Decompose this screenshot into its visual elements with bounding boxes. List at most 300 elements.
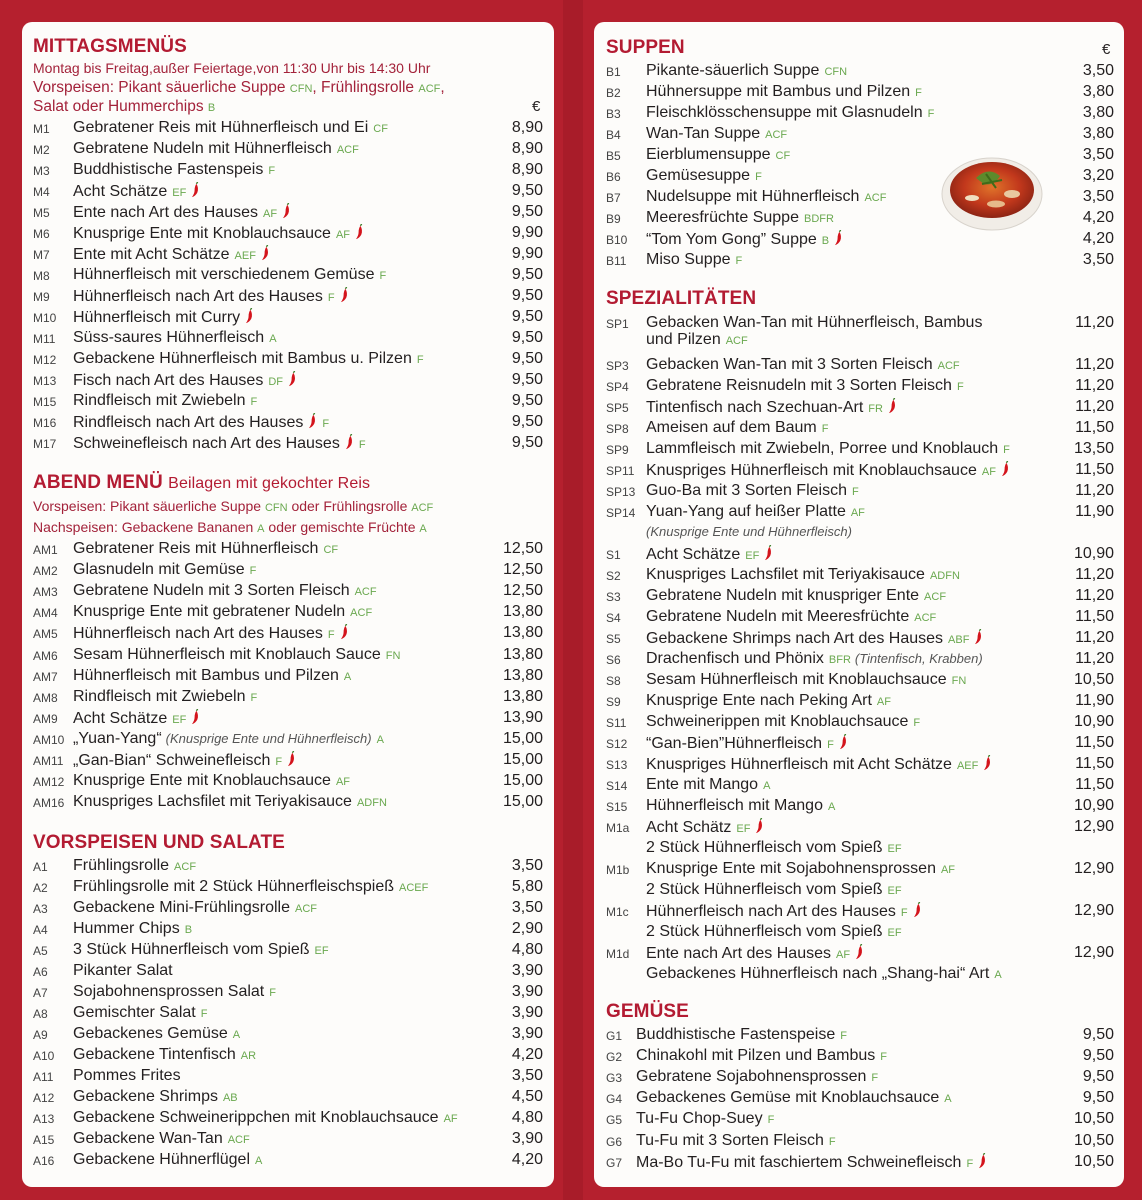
item-price: 11,20 <box>1075 482 1114 499</box>
item-code: SP14 <box>606 506 636 520</box>
allergen-code: BDFR <box>803 213 834 225</box>
menu-item-row <box>33 1003 543 1024</box>
item-code: M1b <box>606 863 630 877</box>
item-code: M4 <box>33 185 50 199</box>
item-name: Gebackene Hühnerfleisch mit Bambus u. Pilzen <box>73 350 412 367</box>
menu-item-row <box>606 250 1114 271</box>
item-price: 13,80 <box>502 603 543 621</box>
item-price: 3,50 <box>1082 146 1114 163</box>
allergen-code: EF <box>314 945 329 957</box>
item-name: Sesam Hühnerfleisch mit Knoblauchsauce <box>646 671 947 688</box>
menu-item-row <box>606 460 1114 481</box>
menu-item-row <box>33 645 543 666</box>
item-name: „Yuan-Yang“ <box>73 729 162 747</box>
item-name: Gebackene Wan-Tan <box>73 1130 223 1147</box>
item-code: AM5 <box>33 627 58 642</box>
menu-item-row <box>33 666 543 687</box>
menu-item-row <box>33 265 543 286</box>
item-code: B1 <box>606 65 621 79</box>
allergen-code: A <box>944 1093 952 1106</box>
item-name-line <box>73 1004 207 1022</box>
menu-item-row <box>606 1046 1114 1067</box>
menu-item-row <box>606 1088 1114 1109</box>
item-price: 12,90 <box>1073 902 1114 919</box>
allergen-code: F <box>755 171 762 183</box>
item-name: Glasnudeln mit Gemüse <box>73 561 245 579</box>
chili-icon <box>974 629 983 645</box>
item-name: Acht Schätze <box>646 546 741 563</box>
allergen-code: DF <box>268 376 283 388</box>
item-name-line <box>73 245 270 264</box>
allergen-code: ACF <box>294 903 317 915</box>
item-name-line <box>646 167 762 185</box>
item-name: 3 Stück Hühnerfleisch vom Spieß <box>73 941 310 958</box>
item-name-line <box>646 776 770 794</box>
allergen-code: F <box>966 1157 974 1170</box>
item-code: A8 <box>33 1007 48 1021</box>
item-price: 9,50 <box>511 350 543 367</box>
currency-symbol: € <box>532 98 541 115</box>
item-code: SP5 <box>606 401 629 415</box>
menu-item-row <box>606 817 1114 838</box>
menu-item-row <box>33 244 543 265</box>
currency-symbol: € <box>1102 41 1111 58</box>
item-price: 3,80 <box>1082 125 1114 142</box>
item-price: 9,50 <box>1082 1068 1114 1086</box>
allergen-code: ABF <box>948 634 970 646</box>
item-name-line <box>646 440 1010 458</box>
allergen-code: AEF <box>234 250 256 262</box>
item-name: Gebackene Shrimps <box>73 1088 218 1105</box>
item-name: Ma-Bo Tu-Fu mit faschiertem Schweinefleisch <box>636 1153 962 1171</box>
menu-item-row <box>33 349 543 370</box>
item-name-line <box>73 1046 256 1064</box>
item-extra-line <box>646 839 902 857</box>
mittagsmenue-hours: Montag bis Freitag,außer Feiertage,von 11:30 Uhr bis 14:30 Uhr <box>33 60 431 76</box>
item-price: 10,50 <box>1073 1152 1114 1170</box>
allergen-code: F <box>322 418 330 430</box>
item-name-line <box>73 161 275 179</box>
menu-item-row <box>606 670 1114 691</box>
item-code: AM7 <box>33 669 58 684</box>
item-name-line <box>646 125 787 143</box>
allergen-code: ACF <box>418 83 441 95</box>
item-code: A1 <box>33 860 48 874</box>
chili-icon <box>340 287 349 303</box>
menu-item-row <box>606 166 1114 187</box>
item-name-line <box>73 287 349 306</box>
item-name: Gebratene Nudeln mit 3 Sorten Fleisch <box>73 582 350 600</box>
allergen-code: B <box>184 924 193 936</box>
item-name: Wan-Tan Suppe <box>646 125 761 142</box>
allergen-code: ACEF <box>399 882 429 894</box>
allergen-code: A <box>257 523 265 535</box>
item-code: AM6 <box>33 648 58 663</box>
menu-fold <box>563 0 583 1200</box>
item-code: S3 <box>606 590 621 604</box>
chili-icon <box>1001 461 1010 477</box>
item-name-line <box>636 1132 836 1150</box>
item-name: Tu-Fu mit 3 Sorten Fleisch <box>636 1131 824 1149</box>
item-code: B6 <box>606 170 621 184</box>
item-name-line <box>73 751 296 770</box>
item-price: 11,50 <box>1075 776 1114 793</box>
item-price: 12,90 <box>1073 944 1114 961</box>
item-price: 9,50 <box>511 371 543 388</box>
menu-item-row <box>33 856 543 877</box>
allergen-code: F <box>249 565 257 578</box>
item-name-line <box>646 482 859 500</box>
allergen-code: F <box>327 629 335 642</box>
allergen-code: F <box>379 270 387 282</box>
item-code: M12 <box>33 353 57 367</box>
allergen-code: F <box>735 255 743 267</box>
dessert-text: oder gemischte Früchte <box>268 519 416 535</box>
item-name-line <box>73 793 387 811</box>
item-extra-line <box>646 965 1002 983</box>
allergen-code: F <box>767 1114 775 1127</box>
item-note: (Tintenfisch, Krabben) <box>854 651 983 666</box>
item-price: 3,20 <box>1082 167 1114 184</box>
item-name-line <box>73 983 276 1001</box>
item-price: 11,20 <box>1075 314 1114 331</box>
item-name: Sojabohnensprossen Salat <box>73 983 265 1000</box>
item-name-line <box>636 1026 847 1044</box>
item-code: S14 <box>606 779 628 793</box>
menu-item-row <box>606 1067 1114 1088</box>
allergen-code: ACF <box>336 144 359 156</box>
item-name-line <box>646 377 964 395</box>
item-code: A4 <box>33 923 48 937</box>
item-price: 9,50 <box>511 413 543 430</box>
spezialitaeten-heading: SPEZIALITÄTEN <box>606 288 757 309</box>
item-price: 11,90 <box>1075 503 1114 520</box>
item-name: Gebacken Wan-Tan mit 3 Sorten Fleisch <box>646 356 933 373</box>
item-price: 11,20 <box>1075 587 1114 604</box>
item-name: Tintenfisch nach Szechuan-Art <box>646 399 864 416</box>
item-name: Gebackenes Gemüse mit Knoblauchsauce <box>636 1089 940 1107</box>
item-code: SP4 <box>606 380 629 394</box>
menu-item-row <box>606 355 1114 376</box>
allergen-code: ACF <box>725 335 748 347</box>
chili-icon <box>282 203 291 219</box>
item-name: Hühnerfleisch nach Art des Hauses <box>73 288 323 305</box>
item-name-line <box>73 941 329 959</box>
item-code: SP11 <box>606 464 635 478</box>
item-price: 9,50 <box>511 392 543 409</box>
item-code: M1c <box>606 905 629 919</box>
item-price: 11,90 <box>1075 692 1114 709</box>
abendmenue-starters <box>33 498 433 514</box>
item-name-line <box>73 1109 458 1127</box>
menu-item-row <box>606 124 1114 145</box>
item-name-line <box>73 203 291 222</box>
menu-item-row <box>33 118 543 139</box>
item-name: Frühlingsrolle mit 2 Stück Hühnerfleischspieß <box>73 878 395 895</box>
menu-item-row <box>606 691 1114 712</box>
item-name: Acht Schätze <box>73 183 168 200</box>
item-price: 4,20 <box>511 1151 543 1168</box>
item-name-line <box>636 1068 878 1086</box>
allergen-code: AEF <box>956 760 979 772</box>
chili-icon <box>191 182 200 198</box>
allergen-code: EF <box>172 187 187 199</box>
item-code: M16 <box>33 416 57 430</box>
item-name: Schweinerippen mit Knoblauchsauce <box>646 713 909 730</box>
item-name-line <box>73 371 297 390</box>
starter-text: oder Frühlingsrolle <box>291 498 408 514</box>
item-code: M6 <box>33 227 50 241</box>
allergen-code: F <box>880 1051 887 1064</box>
item-name-line <box>73 603 372 621</box>
item-code: G5 <box>606 1113 623 1128</box>
allergen-code: B <box>821 235 830 247</box>
item-name: Gebackene Schweinerippchen mit Knoblauchsauce <box>73 1109 439 1126</box>
allergen-code: A <box>255 1155 263 1167</box>
allergen-code: EF <box>172 713 187 726</box>
item-name: Fisch nach Art des Hauses <box>73 372 264 389</box>
menu-item-row <box>606 208 1114 229</box>
mittagsmenue-heading: MITTAGSMENÜS <box>33 36 187 57</box>
allergen-code: AF <box>981 466 996 478</box>
allergen-code: F <box>416 354 424 366</box>
item-price: 3,50 <box>1082 251 1114 268</box>
allergen-code: ACF <box>924 591 947 603</box>
allergen-code: EF <box>887 927 902 939</box>
chili-icon <box>340 624 349 640</box>
allergen-code: CFN <box>264 502 288 514</box>
allergen-code: EF <box>745 550 760 562</box>
allergen-code: A <box>232 1029 241 1041</box>
item-name: Rindfleisch nach Art des Hauses <box>73 414 304 431</box>
item-price: 4,50 <box>511 1088 543 1105</box>
allergen-code: AR <box>240 1050 257 1062</box>
allergen-code: A <box>269 333 277 345</box>
item-price: 9,50 <box>511 182 543 199</box>
item-code: G1 <box>606 1029 623 1043</box>
allergen-code: F <box>250 396 258 408</box>
allergen-code: CFN <box>824 66 848 78</box>
item-price: 9,50 <box>511 287 543 304</box>
item-name-line <box>73 772 350 790</box>
item-price: 11,20 <box>1075 650 1114 667</box>
menu-item-row <box>33 433 543 454</box>
item-name-line <box>646 734 848 753</box>
allergen-code: FR <box>868 403 883 415</box>
item-name: Gebackene Tintenfisch <box>73 1046 236 1063</box>
item-name-line <box>73 182 200 201</box>
item-name-line <box>646 83 922 101</box>
item-price: 13,80 <box>502 624 543 642</box>
item-name: Hühnerfleisch mit verschiedenem Gemüse <box>73 266 375 283</box>
allergen-code: ACF <box>864 192 887 204</box>
item-name-line <box>646 356 960 374</box>
item-name: Gebackene Shrimps nach Art des Hauses <box>646 630 944 647</box>
item-price: 3,50 <box>1082 188 1114 205</box>
allergen-code: ACF <box>411 502 434 514</box>
item-name-line <box>73 646 400 664</box>
item-name-line <box>646 188 886 206</box>
item-code: SP8 <box>606 422 629 436</box>
menu-item-row <box>606 82 1114 103</box>
menu-item-row <box>33 412 543 433</box>
item-code: M9 <box>33 290 50 304</box>
item-name: Ente nach Art des Hauses <box>646 945 831 962</box>
item-name: Miso Suppe <box>646 251 731 268</box>
menu-item-row <box>33 286 543 307</box>
menu-item-row <box>606 775 1114 796</box>
item-price: 12,50 <box>502 561 543 579</box>
item-price: 4,80 <box>511 941 543 958</box>
item-code: AM4 <box>33 606 58 621</box>
menu-item-row <box>33 370 543 391</box>
menu-item-row <box>606 544 1114 565</box>
menu-item-row <box>606 943 1114 964</box>
allergen-code: F <box>827 739 834 751</box>
item-price: 9,50 <box>511 266 543 283</box>
item-code: M2 <box>33 143 50 157</box>
allergen-code: F <box>327 292 335 304</box>
item-price: 9,50 <box>511 329 543 346</box>
allergen-code: CF <box>323 544 339 556</box>
item-name: Knuspriges Lachsfilet mit Teriyakisauce <box>646 566 925 583</box>
allergen-code: CF <box>373 123 388 135</box>
item-name-line <box>73 540 338 558</box>
menu-item-row <box>33 560 543 581</box>
item-name-line <box>73 920 192 938</box>
allergen-code: AF <box>850 507 865 519</box>
item-extra: 2 Stück Hühnerfleisch vom Spieß <box>646 881 883 898</box>
item-price: 3,80 <box>1082 104 1114 121</box>
chili-icon <box>287 751 296 767</box>
chili-icon <box>308 413 317 429</box>
allergen-code: A <box>376 733 384 746</box>
item-name-line <box>73 582 377 600</box>
item-name: “Tom Yom Gong” Suppe <box>646 231 817 248</box>
item-name-line <box>636 1089 952 1107</box>
item-name-line <box>646 230 843 249</box>
allergen-code: F <box>358 439 366 451</box>
allergen-code: CFN <box>289 83 313 95</box>
allergen-code: AF <box>940 864 956 876</box>
menu-item-row <box>606 628 1114 649</box>
allergen-code: A <box>343 670 352 683</box>
item-price: 13,50 <box>1073 440 1114 457</box>
menu-item-row <box>606 397 1114 418</box>
item-name: Guo-Ba mit 3 Sorten Fleisch <box>646 482 847 499</box>
starter-text: Salat oder Hummerchips <box>33 98 204 115</box>
item-name-line <box>646 860 955 878</box>
item-price: 9,50 <box>1082 1047 1114 1065</box>
item-code: A16 <box>33 1154 55 1168</box>
item-code: AM11 <box>33 754 64 768</box>
item-price: 5,80 <box>511 878 543 895</box>
item-price: 9,90 <box>511 245 543 262</box>
menu-item-row <box>606 187 1114 208</box>
menu-item-row <box>33 391 543 412</box>
allergen-code: F <box>871 1072 879 1085</box>
item-name: Gemischter Salat <box>73 1004 196 1021</box>
item-code: M8 <box>33 269 50 283</box>
item-name: Rindfleisch mit Zwiebeln <box>73 392 246 409</box>
allergen-code: EF <box>887 843 902 855</box>
item-code: AM9 <box>33 711 58 726</box>
item-price: 4,80 <box>511 1109 543 1126</box>
chili-icon <box>855 944 864 960</box>
item-name: Acht Schätze <box>73 709 168 727</box>
item-price: 3,50 <box>511 899 543 916</box>
item-code: G7 <box>606 1155 623 1170</box>
item-price: 3,50 <box>511 857 543 874</box>
item-code: M10 <box>33 311 57 325</box>
item-code: A3 <box>33 902 48 916</box>
item-name: Gebackene Hühnerflügel <box>73 1151 251 1168</box>
menu-item-row <box>606 712 1114 733</box>
item-code: AM10 <box>33 732 65 747</box>
item-price: 9,50 <box>511 203 543 220</box>
item-name: Ente mit Acht Schätze <box>73 246 230 263</box>
menu-item-row <box>606 418 1114 439</box>
item-name-line <box>73 434 366 453</box>
item-code: SP13 <box>606 485 636 499</box>
item-name: Fleischklösschensuppe mit Glasnudeln <box>646 104 923 121</box>
item-name: Knuspriges Hühnerfleisch mit Knoblauchsauce <box>646 462 977 479</box>
item-price: 13,80 <box>502 666 543 684</box>
item-name: Pikante-säuerlich Suppe <box>646 62 820 79</box>
item-name: Schweinefleisch nach Art des Hauses <box>73 435 340 452</box>
allergen-code: EF <box>736 823 751 835</box>
item-name: Gebacken Wan-Tan mit Hühnerfleisch, Bambus <box>646 314 983 331</box>
item-code: S4 <box>606 611 621 625</box>
item-price: 11,50 <box>1075 608 1114 625</box>
item-name: Acht Schätz <box>646 819 732 836</box>
item-name-line <box>646 902 922 921</box>
item-price: 12,50 <box>502 582 543 600</box>
item-extra-line <box>646 923 902 941</box>
starter-text: Vorspeisen: Pikant säuerliche Suppe <box>33 498 262 514</box>
allergen-code: F <box>956 381 964 393</box>
item-price: 3,50 <box>1082 62 1114 79</box>
abendmenue-title: ABEND MENÜ <box>33 472 163 493</box>
menu-item-row <box>606 376 1114 397</box>
menu-item-row <box>606 103 1114 124</box>
item-code: B11 <box>606 254 627 268</box>
item-name-line <box>646 146 790 164</box>
item-code: SP9 <box>606 443 629 457</box>
item-name: Gebratene Nudeln mit Hühnerfleisch <box>73 140 332 157</box>
item-name-line <box>646 713 920 731</box>
item-name: Gebratene Sojabohnensprossen <box>636 1068 867 1086</box>
item-price: 9,50 <box>1082 1089 1114 1107</box>
item-name-line <box>73 730 384 748</box>
item-price: 11,20 <box>1075 356 1114 373</box>
menu-item-row <box>33 877 543 898</box>
item-code: S15 <box>606 800 628 814</box>
item-price: 2,90 <box>511 920 543 937</box>
menu-item-row <box>33 687 543 708</box>
item-name-line <box>646 209 834 227</box>
item-price: 11,50 <box>1075 734 1114 751</box>
menu-item-row <box>606 796 1114 817</box>
item-name-line <box>73 1025 240 1043</box>
item-price: 11,20 <box>1075 398 1114 415</box>
item-code: M1a <box>606 821 630 835</box>
item-name-line <box>73 413 329 432</box>
item-name-line <box>646 62 847 80</box>
allergen-code: AF <box>876 696 891 708</box>
menu-item-row <box>606 859 1114 880</box>
item-code: S8 <box>606 674 621 688</box>
